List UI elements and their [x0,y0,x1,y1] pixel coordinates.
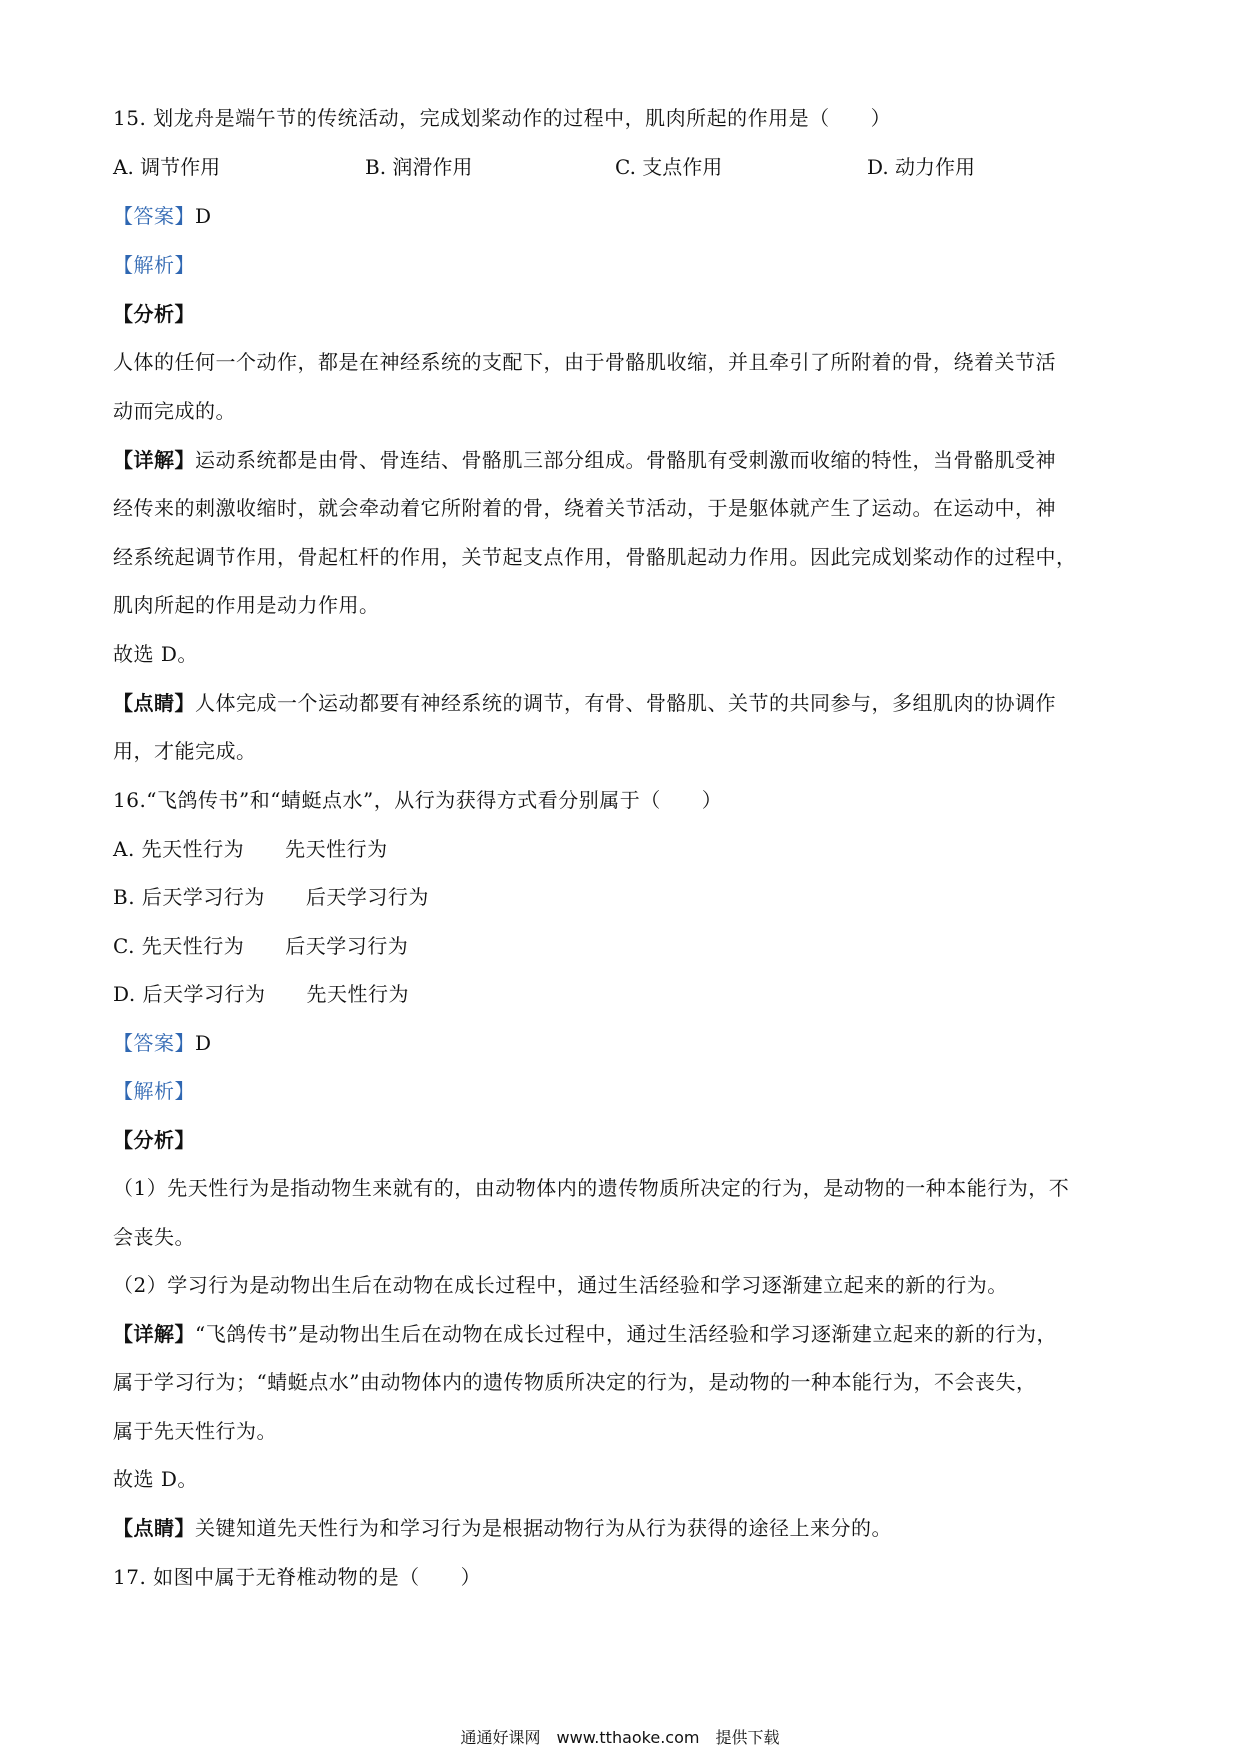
q16-option-c: C. 先天性行为 后天学习行为 [113,934,409,958]
q16-dianjing-text: 关键知道先天性行为和学习行为是根据动物行为从行为获得的途径上来分的。 [195,1516,892,1540]
q15-conclusion: 故选 D。 [113,642,198,666]
q16-fenxi-line-1: （1）先天性行为是指动物生来就有的，由动物体内的遗传物质所决定的行为，是动物的一种本能行为，不 [113,1176,1070,1200]
q15-answer-label: 【答案】 [113,204,195,228]
q15-detail-line-1: 经传来的刺激收缩时，就会牵动着它所附着的骨，绕着关节活动，于是躯体就产生了运动。在运动中，神 [113,496,1056,520]
page-footer: 通通好课网 www.tthaoke.com 提供下载 [460,1728,780,1747]
q16-option-b: B. 后天学习行为 后天学习行为 [113,885,429,909]
q15-answer [113,202,1133,230]
q16-option-a: A. 先天性行为 先天性行为 [113,837,388,861]
q15-fenxi-line-1: 人体的任何一个动作，都是在神经系统的支配下，由于骨骼肌收缩，并且牵引了所附着的骨，绕着关节活 [113,350,1056,374]
q15-dianjing-label: 【点睛】 [113,691,195,715]
q15-detail-first [113,446,1133,474]
q16-detail-label: 【详解】 [113,1322,195,1346]
q16-fenxi-line-2: 会丧失。 [113,1225,195,1249]
q16-fenxi-line-3: （2）学习行为是动物出生后在动物在成长过程中，通过生活经验和学习逐渐建立起来的新的行为。 [113,1273,1008,1297]
q15-dianjing-first-text: 人体完成一个运动都要有神经系统的调节，有骨、骨骼肌、关节的共同参与，多组肌肉的协调作 [195,691,1056,715]
q16-detail-line-2: 属于先天性行为。 [113,1419,277,1443]
q15-dianjing-first [113,689,1133,717]
q15-fenxi-line-2: 动而完成的。 [113,399,236,423]
q16-detail-line-1: 属于学习行为；“蜻蜓点水”由动物体内的遗传物质所决定的行为，是动物的一种本能行为，不会丧失， [113,1370,1037,1394]
q15-answer-value: D [195,204,212,228]
q15-option-d: D. 动力作用 [867,155,976,179]
q15-dianjing-line-1: 用，才能完成。 [113,739,257,763]
q15-question: 15. 划龙舟是端午节的传统活动，完成划桨动作的过程中，肌肉所起的作用是（ ） [113,106,892,130]
q15-fenxi-label: 【分析】 [113,302,195,326]
q16-analysis-label: 【解析】 [113,1079,195,1103]
q15-detail-label: 【详解】 [113,448,195,472]
q16-answer-label: 【答案】 [113,1031,195,1055]
q15-option-b: B. 润滑作用 [365,155,473,179]
q15-analysis-label: 【解析】 [113,253,195,277]
q15-detail-line-3: 肌肉所起的作用是动力作用。 [113,593,380,617]
q15-option-c: C. 支点作用 [615,155,723,179]
q17-question: 17. 如图中属于无脊椎动物的是（ ） [113,1565,482,1589]
q16-question: 16.“飞鸽传书”和“蜻蜓点水”，从行为获得方式看分别属于（ ） [113,788,723,812]
q16-detail-first [113,1320,1133,1348]
q16-conclusion: 故选 D。 [113,1467,198,1491]
q16-answer [113,1029,1133,1057]
q16-option-d: D. 后天学习行为 先天性行为 [113,982,410,1006]
q15-detail-first-text: 运动系统都是由骨、骨连结、骨骼肌三部分组成。骨骼肌有受刺激而收缩的特性，当骨骼肌受神 [195,448,1056,472]
q16-dianjing [113,1514,1133,1542]
q15-detail-line-2: 经系统起调节作用，骨起杠杆的作用，关节起支点作用，骨骼肌起动力作用。因此完成划桨动作的过程中， [113,545,1077,569]
q15-option-a: A. 调节作用 [113,155,221,179]
q16-detail-first-text: “飞鸽传书”是动物出生后在动物在成长过程中，通过生活经验和学习逐渐建立起来的新的行为， [195,1322,1057,1346]
q16-dianjing-label: 【点睛】 [113,1516,195,1540]
q16-answer-value: D [195,1031,212,1055]
q16-fenxi-label: 【分析】 [113,1128,195,1152]
